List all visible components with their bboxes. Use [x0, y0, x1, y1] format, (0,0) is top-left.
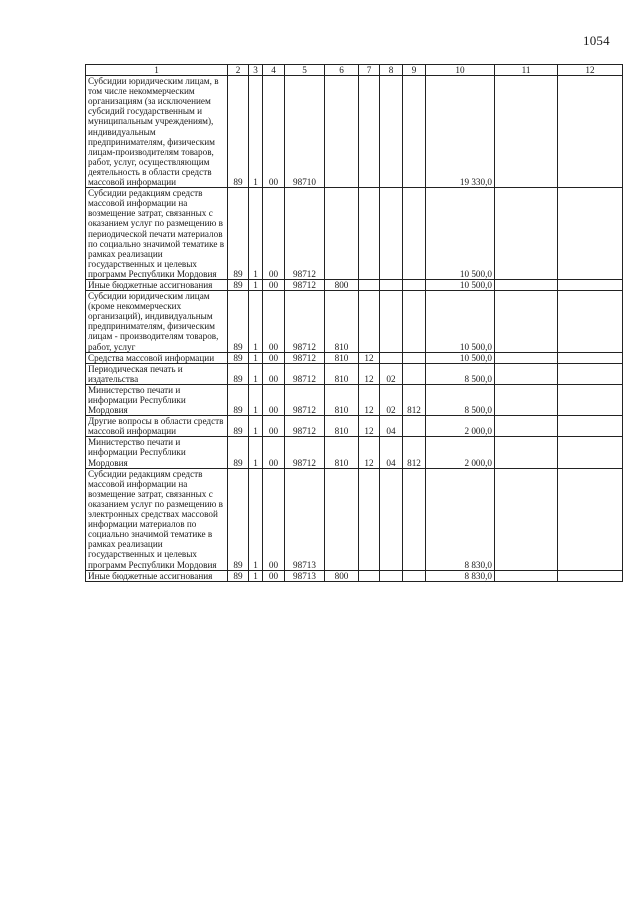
- cell-c4: 00: [263, 352, 285, 363]
- cell-c3: 1: [249, 468, 263, 570]
- budget-table: [85, 64, 623, 582]
- row-name: Иные бюджетные ассигнования: [86, 570, 228, 581]
- column-header: 11: [495, 65, 558, 76]
- cell-c3: 1: [249, 570, 263, 581]
- column-header: 7: [359, 65, 380, 76]
- column-header: 12: [558, 65, 623, 76]
- table-row: [86, 468, 623, 570]
- cell-c6: 810: [325, 384, 359, 415]
- row-name: Периодическая печать и издательства: [86, 363, 228, 384]
- cell-c3: 1: [249, 363, 263, 384]
- cell-c7: [359, 188, 380, 280]
- cell-c3: 1: [249, 437, 263, 468]
- cell-c6: 810: [325, 352, 359, 363]
- cell-c11: [495, 416, 558, 437]
- cell-amount: 19 330,0: [426, 76, 495, 188]
- cell-c3: 1: [249, 384, 263, 415]
- cell-c3: 1: [249, 352, 263, 363]
- cell-c5: 98712: [285, 279, 325, 290]
- cell-c6: [325, 76, 359, 188]
- cell-c9: [403, 468, 426, 570]
- table-row: [86, 384, 623, 415]
- cell-c7: 12: [359, 363, 380, 384]
- cell-c7: 12: [359, 384, 380, 415]
- cell-c2: 89: [228, 384, 249, 415]
- cell-c8: 02: [380, 384, 403, 415]
- page-number: 1054: [583, 33, 610, 48]
- cell-c4: 00: [263, 279, 285, 290]
- cell-c3: 1: [249, 291, 263, 353]
- cell-amount: 10 500,0: [426, 188, 495, 280]
- cell-c2: 89: [228, 76, 249, 188]
- cell-c5: 98712: [285, 188, 325, 280]
- cell-c7: 12: [359, 352, 380, 363]
- cell-c12: [558, 384, 623, 415]
- table-row: [86, 188, 623, 280]
- cell-c9: [403, 76, 426, 188]
- cell-c8: 04: [380, 437, 403, 468]
- cell-c6: [325, 188, 359, 280]
- cell-c8: [380, 570, 403, 581]
- table-row: [86, 76, 623, 188]
- cell-c9: [403, 279, 426, 290]
- table-row: [86, 570, 623, 581]
- cell-c11: [495, 76, 558, 188]
- header-row: [86, 65, 623, 76]
- cell-c9: [403, 363, 426, 384]
- cell-c12: [558, 188, 623, 280]
- cell-c8: 02: [380, 363, 403, 384]
- cell-amount: 8 500,0: [426, 384, 495, 415]
- column-header: 3: [249, 65, 263, 76]
- column-header: 9: [403, 65, 426, 76]
- cell-c6: 810: [325, 416, 359, 437]
- cell-c12: [558, 468, 623, 570]
- cell-c11: [495, 570, 558, 581]
- column-header: 2: [228, 65, 249, 76]
- table-row: [86, 352, 623, 363]
- cell-amount: 10 500,0: [426, 279, 495, 290]
- cell-c5: 98713: [285, 468, 325, 570]
- cell-c7: [359, 468, 380, 570]
- cell-c9: [403, 352, 426, 363]
- table-row: [86, 416, 623, 437]
- cell-c4: 00: [263, 416, 285, 437]
- table-row: [86, 437, 623, 468]
- cell-c8: 04: [380, 416, 403, 437]
- row-name: Субсидии редакциям средств массовой информации на возмещение затрат, связанных с оказанием услуг по размещению в периодической печати материалов по социально значимой тематике в рамках реализации государственных и целевых программ Республики Мордовия: [86, 188, 228, 280]
- cell-c2: 89: [228, 416, 249, 437]
- cell-c8: [380, 188, 403, 280]
- cell-amount: 10 500,0: [426, 352, 495, 363]
- cell-c6: 810: [325, 437, 359, 468]
- cell-c9: 812: [403, 384, 426, 415]
- cell-amount: 2 000,0: [426, 437, 495, 468]
- cell-c5: 98712: [285, 416, 325, 437]
- cell-c5: 98712: [285, 291, 325, 353]
- table-row: [86, 291, 623, 353]
- cell-c2: 89: [228, 352, 249, 363]
- cell-c11: [495, 352, 558, 363]
- cell-c12: [558, 363, 623, 384]
- cell-c12: [558, 352, 623, 363]
- cell-c9: [403, 188, 426, 280]
- cell-c4: 00: [263, 363, 285, 384]
- column-header: 4: [263, 65, 285, 76]
- cell-c12: [558, 570, 623, 581]
- cell-c8: [380, 279, 403, 290]
- cell-c6: 800: [325, 570, 359, 581]
- cell-c2: 89: [228, 363, 249, 384]
- row-name: Министерство печати и информации Республики Мордовия: [86, 384, 228, 415]
- cell-c8: [380, 468, 403, 570]
- cell-c3: 1: [249, 188, 263, 280]
- cell-c3: 1: [249, 416, 263, 437]
- cell-c2: 89: [228, 468, 249, 570]
- cell-c12: [558, 437, 623, 468]
- cell-c3: 1: [249, 76, 263, 188]
- cell-c6: 810: [325, 363, 359, 384]
- cell-c12: [558, 416, 623, 437]
- row-name: Средства массовой информации: [86, 352, 228, 363]
- row-name: Субсидии юридическим лицам, в том числе некоммерческим организациям (за исключением субсидий государственным и муниципальным учреждениям), индивидуальным предпринимателям, физическим лицам-производителям товаров, работ, услуг, осуществляющим деятельность в области средств массовой информации: [86, 76, 228, 188]
- cell-c6: [325, 468, 359, 570]
- cell-c11: [495, 437, 558, 468]
- cell-c8: [380, 352, 403, 363]
- cell-c11: [495, 384, 558, 415]
- cell-c8: [380, 76, 403, 188]
- cell-amount: 2 000,0: [426, 416, 495, 437]
- table-row: [86, 363, 623, 384]
- cell-c7: 12: [359, 437, 380, 468]
- cell-c11: [495, 468, 558, 570]
- cell-c7: 12: [359, 416, 380, 437]
- column-header: 6: [325, 65, 359, 76]
- cell-c11: [495, 291, 558, 353]
- cell-c2: 89: [228, 188, 249, 280]
- row-name: Другие вопросы в области средств массовой информации: [86, 416, 228, 437]
- cell-c7: [359, 279, 380, 290]
- row-name: Субсидии редакциям средств массовой информации на возмещение затрат, связанных с оказанием услуг по размещению в электронных средствах массовой информации материалов по социально значимой тематике в рамках реализации государственных и целевых программ Республики Мордовия: [86, 468, 228, 570]
- cell-c11: [495, 188, 558, 280]
- cell-c6: 800: [325, 279, 359, 290]
- column-header: 8: [380, 65, 403, 76]
- cell-c7: [359, 291, 380, 353]
- cell-c6: 810: [325, 291, 359, 353]
- cell-c2: 89: [228, 437, 249, 468]
- cell-c4: 00: [263, 468, 285, 570]
- cell-c7: [359, 570, 380, 581]
- cell-c11: [495, 279, 558, 290]
- cell-c2: 89: [228, 291, 249, 353]
- cell-c4: 00: [263, 437, 285, 468]
- cell-c12: [558, 76, 623, 188]
- row-name: Министерство печати и информации Республики Мордовия: [86, 437, 228, 468]
- cell-c4: 00: [263, 76, 285, 188]
- cell-amount: 8 500,0: [426, 363, 495, 384]
- cell-c11: [495, 363, 558, 384]
- cell-amount: 8 830,0: [426, 570, 495, 581]
- column-header: 1: [86, 65, 228, 76]
- cell-c8: [380, 291, 403, 353]
- row-name: Иные бюджетные ассигнования: [86, 279, 228, 290]
- cell-c3: 1: [249, 279, 263, 290]
- cell-c4: 00: [263, 384, 285, 415]
- cell-c9: [403, 570, 426, 581]
- row-name: Субсидии юридическим лицам (кроме некоммерческих организаций), индивидуальным предпринимателям, физическим лицам - производителям товаров, работ, услуг: [86, 291, 228, 353]
- column-header: 10: [426, 65, 495, 76]
- cell-c2: 89: [228, 279, 249, 290]
- cell-c5: 98710: [285, 76, 325, 188]
- cell-amount: 8 830,0: [426, 468, 495, 570]
- cell-c4: 00: [263, 291, 285, 353]
- cell-c2: 89: [228, 570, 249, 581]
- cell-c9: 812: [403, 437, 426, 468]
- cell-c5: 98712: [285, 437, 325, 468]
- cell-c12: [558, 279, 623, 290]
- cell-c5: 98712: [285, 384, 325, 415]
- cell-c4: 00: [263, 570, 285, 581]
- column-header: 5: [285, 65, 325, 76]
- cell-c5: 98712: [285, 352, 325, 363]
- cell-amount: 10 500,0: [426, 291, 495, 353]
- cell-c5: 98712: [285, 363, 325, 384]
- table-row: [86, 279, 623, 290]
- cell-c12: [558, 291, 623, 353]
- cell-c9: [403, 416, 426, 437]
- cell-c9: [403, 291, 426, 353]
- cell-c7: [359, 76, 380, 188]
- cell-c4: 00: [263, 188, 285, 280]
- cell-c5: 98713: [285, 570, 325, 581]
